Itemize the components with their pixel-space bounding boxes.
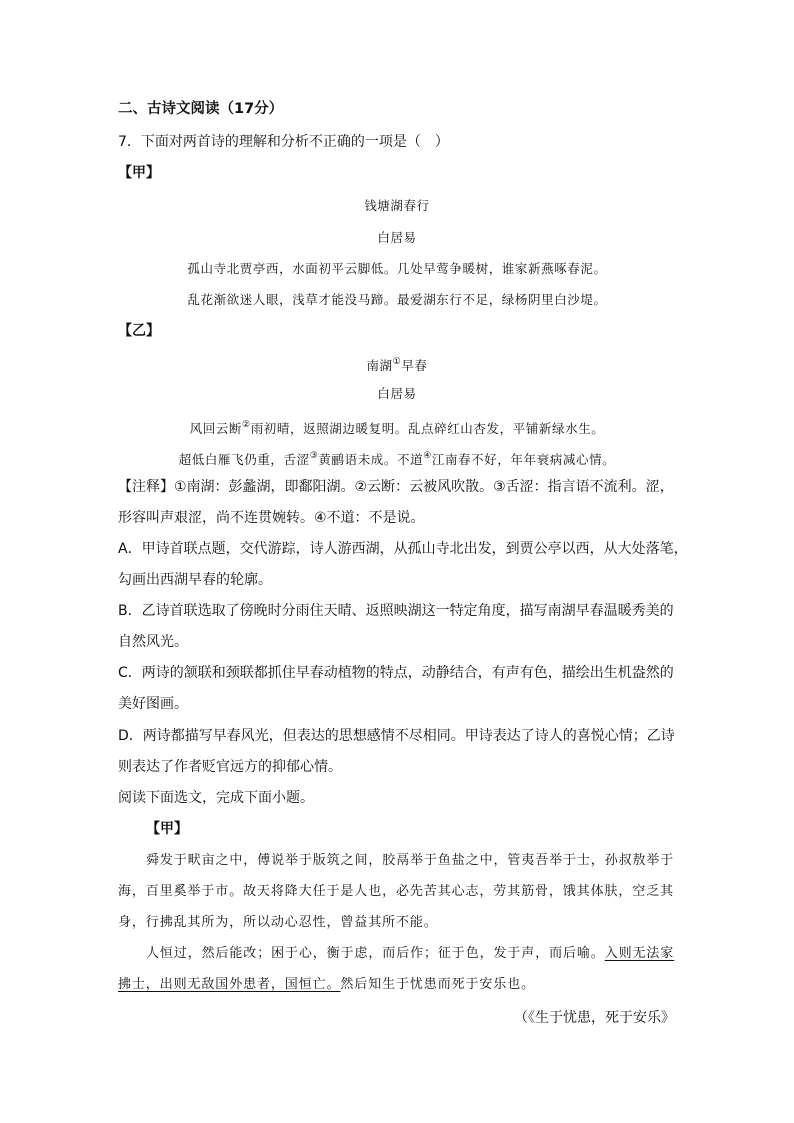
passage-tag: 【甲】 — [146, 821, 188, 837]
option-c-line-1: C．两诗的颔联和颈联都抓住早春动植物的特点，动静结合，有声有色，描绘出生机盎然的 — [118, 665, 674, 681]
notes-line-1: 【注释】①南湖：彭蠡湖，即鄱阳湖。②云断：云被风吹散。③舌涩：指言语不流利。涩， — [118, 479, 674, 495]
poem-a-line-1: 孤山寺北贾亭西，水面初平云脚低。几处早莺争暖树，谁家新燕啄春泥。 — [187, 261, 607, 276]
section-title: 二、古诗文阅读（17分） — [118, 101, 284, 117]
poem-a-author: 白居易 — [377, 230, 417, 245]
passage-text: 人恒过，然后能改；困于心，衡于虑，而后作；征于色，发于声，而后喻。 — [146, 946, 605, 961]
passage-source: （《生于忧患，死于安乐》 — [514, 1010, 675, 1026]
poem-b-line-2 — [0, 446, 794, 470]
option-b-line-1: B．乙诗首联选取了傍晚时分雨住天晴、返照映湖这一特定角度，描写南湖早春温暖秀美的 — [118, 603, 674, 619]
option-a-line-1: A．甲诗首联点题，交代游踪，诗人游西湖，从孤山寺北出发，到贾公亭以西，从大处落笔， — [118, 541, 688, 557]
footnote-mark: ④ — [423, 451, 432, 461]
option-c-line-2: 美好图画。 — [118, 696, 188, 712]
poem-text: 江南春不好，年年衰病减心情。 — [431, 452, 616, 467]
poem-b-line-1 — [0, 415, 794, 439]
question-text: 7．下面对两首诗的理解和分析不正确的一项是（ ） — [118, 134, 449, 150]
passage-line-2: 海，百里奚举于市。故天将降大任于是人也，必先苦其心志，劳其筋骨，饿其体肤，空乏其 — [118, 884, 675, 899]
footnote-mark: ① — [392, 357, 402, 367]
option-d-line-1: D．两诗都描写早春风光，但表达的思想感情不尽相同。甲诗表达了诗人的喜悦心情；乙诗 — [118, 728, 675, 744]
poem-text: 黄鹂语未成。不道 — [318, 452, 424, 467]
poem-a-tag: 【甲】 — [118, 165, 160, 181]
passage-line-4 — [146, 944, 674, 964]
option-a-line-2: 勾画出西湖早春的轮廓。 — [118, 572, 272, 588]
poem-text: 雨初晴，返照湖边暖复明。乱点碎红山杏发，平铺新绿水生。 — [250, 421, 605, 436]
poem-text: 超低白雁飞仍重，舌涩 — [178, 452, 310, 467]
poem-a-title: 钱塘湖春行 — [364, 198, 430, 213]
poem-b-tag: 【乙】 — [118, 323, 160, 339]
poem-a-line-2: 乱花渐欲迷人眼，浅草才能没马蹄。最爱湖东行不足，绿杨阴里白沙堤。 — [187, 292, 607, 307]
underlined-sentence: 拂士，出则无敌国外患者，国恒亡。 — [118, 977, 341, 992]
passage-text: 然后知生于忧患而死于安乐也。 — [340, 977, 536, 992]
passage-line-3: 身，行拂乱其所为，所以动心忍性，曾益其所不能。 — [118, 915, 438, 930]
poem-text: 风回云断 — [189, 421, 243, 436]
passage-line-1: 舜发于畎亩之中，傅说举于版筑之间，胶鬲举于鱼盐之中，管夷吾举于士，孙叔敖举于 — [146, 853, 675, 868]
notes-line-2: 形容叫声艰涩，尚不连贯婉转。④不道：不是说。 — [118, 510, 425, 526]
option-d-line-2: 则表达了作者贬官远方的抑郁心情。 — [118, 759, 342, 775]
passage-line-5 — [118, 975, 535, 995]
footnote-mark: ② — [242, 420, 251, 430]
underlined-sentence: 入则无法家 — [604, 946, 675, 961]
poem-b-author: 白居易 — [377, 386, 417, 401]
option-b-line-2: 自然风光。 — [118, 634, 188, 650]
footnote-mark: ③ — [309, 451, 319, 461]
poem-b-title-text: 早春 — [401, 358, 428, 373]
poem-b-title — [0, 352, 794, 376]
reading-instruction: 阅读下面选文，完成下面小题。 — [118, 790, 314, 806]
poem-b-title-text: 南湖 — [366, 358, 393, 373]
